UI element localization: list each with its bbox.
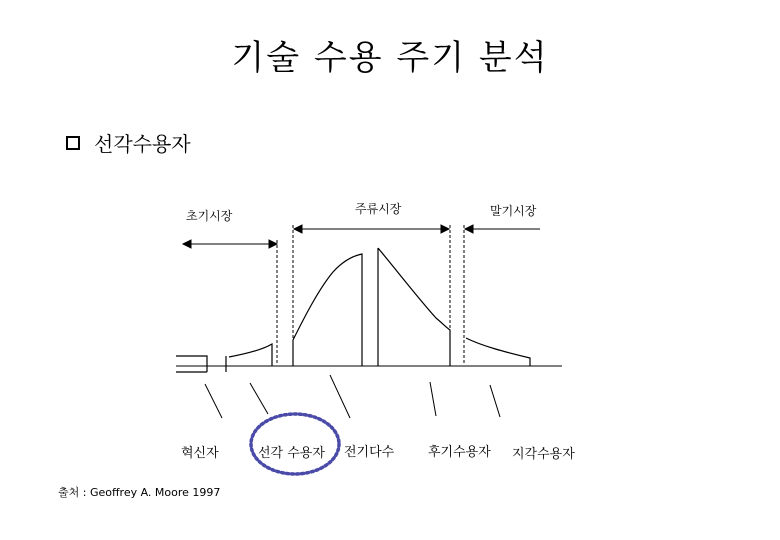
pointer-lines (205, 375, 500, 418)
curve-late-majority (378, 248, 450, 366)
market-arrows (183, 225, 540, 248)
label-late-market: 말기시장 (490, 204, 537, 218)
label-innovators: 혁신자 (181, 446, 219, 461)
chasm-dividers (277, 225, 464, 365)
bell-curve (176, 248, 530, 372)
arrow-early-market (183, 240, 277, 248)
curve-laggards (466, 338, 530, 366)
label-early-adopters: 선각 수용자 (258, 446, 325, 461)
pointer-early-adopters (250, 383, 268, 414)
curve-early-adopters (226, 344, 272, 372)
label-late-majority: 후기수용자 (428, 445, 491, 460)
page-title: 기술 수용 주기 분석 (231, 38, 549, 78)
pointer-innovators (205, 384, 222, 418)
label-early-market: 초기시장 (186, 209, 233, 223)
curve-early-majority (293, 254, 362, 366)
label-early-majority: 전기다수 (344, 445, 395, 460)
pointer-late-majority (430, 382, 436, 416)
bullet-text: 선각수용자 (94, 132, 191, 156)
pointer-laggards (490, 385, 500, 417)
label-laggards: 지각수용자 (512, 447, 575, 462)
pointer-early-majority (330, 375, 350, 418)
arrow-late-market (465, 225, 540, 233)
curve-innovators (176, 356, 207, 372)
arrow-mainstream-market (294, 225, 449, 233)
source-citation: 출처 : Geoffrey A. Moore 1997 (58, 486, 221, 499)
label-mainstream-market: 주류시장 (355, 202, 402, 216)
